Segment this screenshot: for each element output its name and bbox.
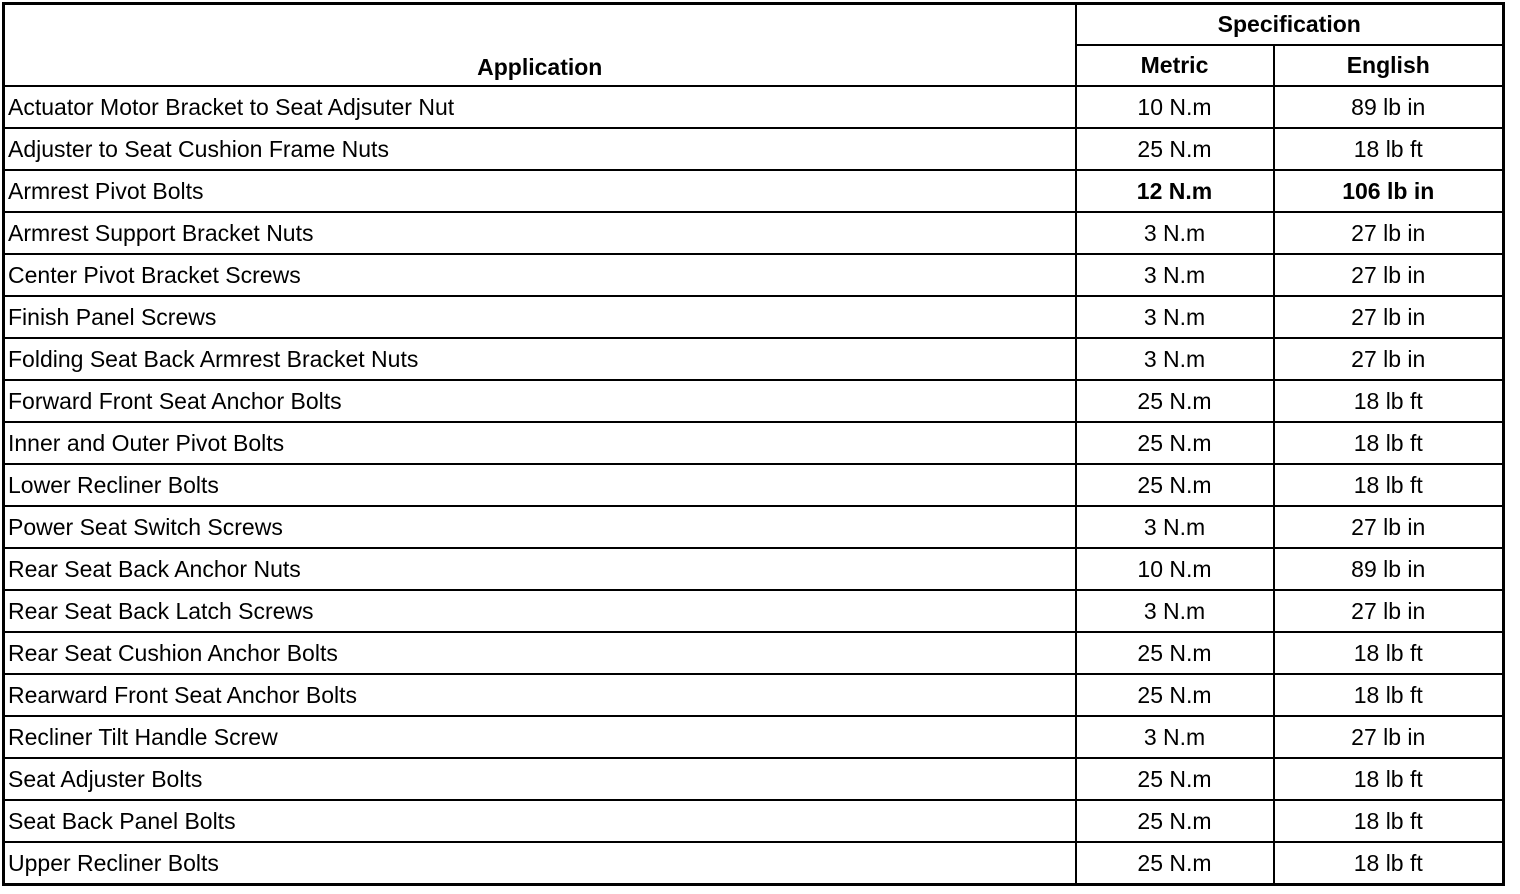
metric-cell: 10 N.m [1076, 86, 1274, 128]
metric-cell: 25 N.m [1076, 800, 1274, 842]
application-cell: Armrest Support Bracket Nuts [4, 212, 1076, 254]
metric-cell: 25 N.m [1076, 464, 1274, 506]
metric-cell: 25 N.m [1076, 380, 1274, 422]
header-application: Application [4, 4, 1076, 87]
metric-cell: 3 N.m [1076, 506, 1274, 548]
table-row [4, 86, 1504, 128]
header-english: English [1274, 45, 1504, 86]
header-specification: Specification [1076, 4, 1504, 46]
table-row [4, 422, 1504, 464]
application-cell: Armrest Pivot Bolts [4, 170, 1076, 212]
english-cell: 18 lb ft [1274, 632, 1504, 674]
application-cell: Lower Recliner Bolts [4, 464, 1076, 506]
application-cell: Forward Front Seat Anchor Bolts [4, 380, 1076, 422]
application-cell: Power Seat Switch Screws [4, 506, 1076, 548]
header-metric: Metric [1076, 45, 1274, 86]
application-cell: Folding Seat Back Armrest Bracket Nuts [4, 338, 1076, 380]
english-cell: 89 lb in [1274, 86, 1504, 128]
metric-cell: 25 N.m [1076, 758, 1274, 800]
metric-cell: 3 N.m [1076, 716, 1274, 758]
application-cell: Rear Seat Back Anchor Nuts [4, 548, 1076, 590]
table-row [4, 716, 1504, 758]
metric-cell: 25 N.m [1076, 128, 1274, 170]
english-cell: 106 lb in [1274, 170, 1504, 212]
application-cell: Actuator Motor Bracket to Seat Adjsuter Nut [4, 86, 1076, 128]
metric-cell: 3 N.m [1076, 254, 1274, 296]
english-cell: 27 lb in [1274, 590, 1504, 632]
english-cell: 18 lb ft [1274, 674, 1504, 716]
table-row [4, 254, 1504, 296]
table-row [4, 800, 1504, 842]
application-cell: Rearward Front Seat Anchor Bolts [4, 674, 1076, 716]
english-cell: 18 lb ft [1274, 128, 1504, 170]
table-row [4, 548, 1504, 590]
metric-cell: 3 N.m [1076, 590, 1274, 632]
metric-cell: 12 N.m [1076, 170, 1274, 212]
english-cell: 27 lb in [1274, 254, 1504, 296]
table-row [4, 842, 1504, 885]
application-cell: Adjuster to Seat Cushion Frame Nuts [4, 128, 1076, 170]
table-row [4, 632, 1504, 674]
table-row [4, 590, 1504, 632]
metric-cell: 3 N.m [1076, 338, 1274, 380]
english-cell: 18 lb ft [1274, 380, 1504, 422]
metric-cell: 25 N.m [1076, 422, 1274, 464]
metric-cell: 10 N.m [1076, 548, 1274, 590]
metric-cell: 25 N.m [1076, 842, 1274, 885]
table-row [4, 674, 1504, 716]
english-cell: 89 lb in [1274, 548, 1504, 590]
english-cell: 18 lb ft [1274, 422, 1504, 464]
table-row [4, 296, 1504, 338]
english-cell: 27 lb in [1274, 296, 1504, 338]
table-row [4, 338, 1504, 380]
english-cell: 18 lb ft [1274, 464, 1504, 506]
metric-cell: 25 N.m [1076, 674, 1274, 716]
application-cell: Inner and Outer Pivot Bolts [4, 422, 1076, 464]
english-cell: 18 lb ft [1274, 800, 1504, 842]
application-cell: Finish Panel Screws [4, 296, 1076, 338]
english-cell: 18 lb ft [1274, 758, 1504, 800]
application-cell: Upper Recliner Bolts [4, 842, 1076, 885]
english-cell: 27 lb in [1274, 338, 1504, 380]
table-row [4, 758, 1504, 800]
table-row [4, 506, 1504, 548]
metric-cell: 3 N.m [1076, 296, 1274, 338]
application-cell: Recliner Tilt Handle Screw [4, 716, 1076, 758]
english-cell: 27 lb in [1274, 716, 1504, 758]
english-cell: 18 lb ft [1274, 842, 1504, 885]
table-row [4, 128, 1504, 170]
application-cell: Rear Seat Cushion Anchor Bolts [4, 632, 1076, 674]
table-row [4, 380, 1504, 422]
table-body [4, 86, 1504, 885]
metric-cell: 25 N.m [1076, 632, 1274, 674]
table-row [4, 170, 1504, 212]
application-cell: Seat Adjuster Bolts [4, 758, 1076, 800]
table-row [4, 464, 1504, 506]
fastener-specification-table [2, 2, 1505, 886]
metric-cell: 3 N.m [1076, 212, 1274, 254]
english-cell: 27 lb in [1274, 506, 1504, 548]
header-row-top [4, 4, 1504, 46]
application-cell: Rear Seat Back Latch Screws [4, 590, 1076, 632]
application-cell: Seat Back Panel Bolts [4, 800, 1076, 842]
table-row [4, 212, 1504, 254]
application-cell: Center Pivot Bracket Screws [4, 254, 1076, 296]
english-cell: 27 lb in [1274, 212, 1504, 254]
